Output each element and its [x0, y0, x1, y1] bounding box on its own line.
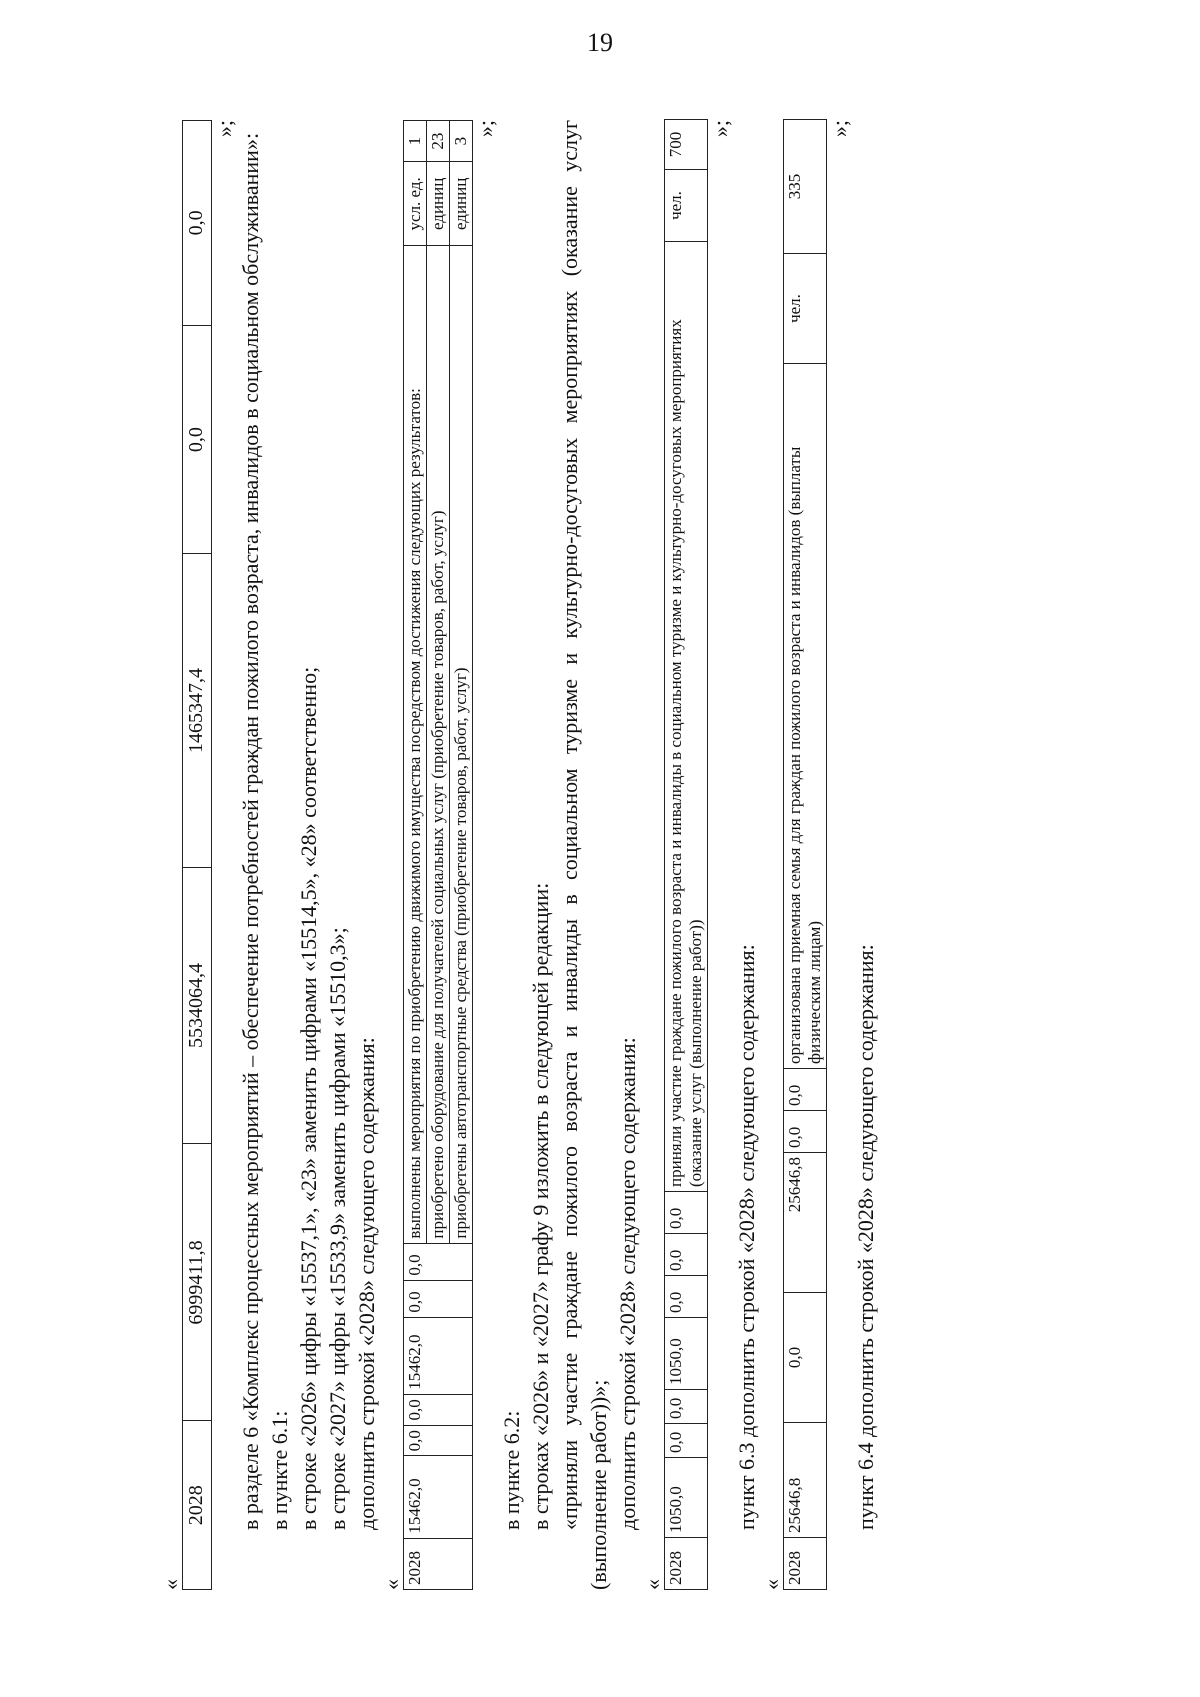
closing-quote: »;	[708, 120, 734, 138]
table-cell: 25646,8	[784, 1153, 827, 1293]
table-cell: 2028	[665, 1538, 708, 1590]
item62-line2: «приняли участие граждане пожилого возраста и инвалиды в социальном туризме и культурно-досуговых мероприятиях (оказание услуг (выполнение работ))»;	[556, 120, 611, 1590]
item64-line: пункт 6.4 дополнить строкой «2028» следующего содержания:	[853, 944, 879, 1530]
table-cell: 0,0	[665, 1192, 708, 1234]
table-row	[784, 120, 827, 1590]
opening-quote: «	[378, 1579, 404, 1590]
table-cell: 0,0	[403, 1394, 472, 1425]
table-cell: усл. ед.	[403, 162, 426, 246]
table-cell: 0,0	[665, 1276, 708, 1318]
table-cell: 0,0	[784, 1069, 827, 1111]
table-cell: приобретены автотранспортные средства (приобретение товаров, работ, услуг)	[449, 246, 472, 1243]
table-cell: 0,0	[403, 1280, 472, 1317]
table-cell: 0,0	[784, 1111, 827, 1153]
table-cell: выполнены мероприятия по приобретению движимого имущества посредством достижения следующих результатов:	[403, 246, 426, 1243]
table-cell: 0,0	[183, 121, 212, 326]
item63-line: пункт 6.3 дополнить строкой «2028» следующего содержания:	[734, 944, 760, 1530]
table-cell: приобретено оборудование для получателей социальных услуг (приобретение товаров, работ, услуг)	[426, 246, 449, 1243]
item61-line3: дополнить строкой «2028» следующего содержания:	[353, 1037, 379, 1530]
table-row	[665, 120, 708, 1590]
table-row	[403, 121, 426, 1590]
opening-quote: «	[640, 1579, 666, 1590]
table-cell: 0,0	[784, 1293, 827, 1423]
table-cell: 0,0	[665, 1234, 708, 1276]
table-cell: 0,0	[665, 1424, 708, 1458]
table-2028-totals	[182, 120, 212, 1590]
item61-line1: в строке «2026» цифры «15537,1», «23» заменить цифрами «15514,5», «28» соответственно;	[295, 666, 321, 1530]
table-cell: 3	[449, 121, 472, 162]
table-cell: единиц	[449, 162, 472, 246]
table-cell: 5534064,4	[183, 867, 212, 1144]
table-cell: 0,0	[665, 1390, 708, 1424]
opening-quote: «	[158, 1579, 183, 1590]
table-cell: 15462,0	[403, 1456, 472, 1538]
closing-quote: »;	[472, 120, 498, 138]
section6-paragraph: в разделе 6 «Комплекс процессных мероприятий – обеспечение потребностей граждан пожилого возраста, инвалидов в социальном обслуживании»:	[237, 132, 263, 1530]
table-cell: 1465347,4	[183, 554, 212, 867]
table-item63-2028	[783, 119, 827, 1590]
table-cell: 700	[665, 120, 708, 170]
table-cell: 23	[426, 121, 449, 162]
item62-line3: дополнить строкой «2028» следующего содержания:	[615, 1037, 641, 1530]
table-cell: 1050,0	[665, 1318, 708, 1390]
item61-line2: в строке «2027» цифры «15533,9» заменить цифрами «15510,3»;	[324, 927, 350, 1530]
page-number: 19	[587, 28, 613, 57]
table-cell: 6999411,8	[183, 1144, 212, 1421]
closing-quote: »;	[827, 120, 853, 138]
item61-heading: в пункте 6.1:	[266, 1410, 292, 1530]
table-cell: 2028	[183, 1421, 212, 1590]
table-cell: организована приемная семья для граждан пожилого возраста и инвалидов (выплаты физическим лицам)	[784, 364, 827, 1069]
table-cell: 15462,0	[403, 1317, 472, 1394]
table-item61-2028	[403, 120, 473, 1590]
table-cell: 0,0	[403, 1425, 472, 1456]
table-cell: 2028	[784, 1538, 827, 1590]
table-cell: 0,0	[403, 1243, 472, 1280]
table-cell: чел.	[665, 170, 708, 242]
closing-quote: »;	[211, 120, 237, 138]
table-cell: 1	[403, 121, 426, 162]
table-cell: 0,0	[183, 325, 212, 554]
table-cell: 335	[784, 120, 827, 254]
item62-line1: в строках «2026» и «2027» графу 9 изложить в следующей редакции:	[527, 882, 553, 1530]
table-cell: 1050,0	[665, 1458, 708, 1538]
item62-heading: в пункте 6.2:	[498, 1410, 524, 1530]
table-cell: приняли участие граждане пожилого возраста и инвалиды в социальном туризме и культурно-досуговых мероприятиях (оказание услуг (выполнение работ))	[665, 242, 708, 1192]
opening-quote: «	[759, 1579, 785, 1590]
table-row	[183, 121, 212, 1590]
table-item62-2028	[664, 119, 708, 1590]
table-cell: единиц	[426, 162, 449, 246]
table-cell: 2028	[403, 1538, 472, 1589]
rotated-document-body	[160, 120, 1095, 1590]
table-cell: чел.	[784, 254, 827, 364]
table-cell: 25646,8	[784, 1423, 827, 1538]
